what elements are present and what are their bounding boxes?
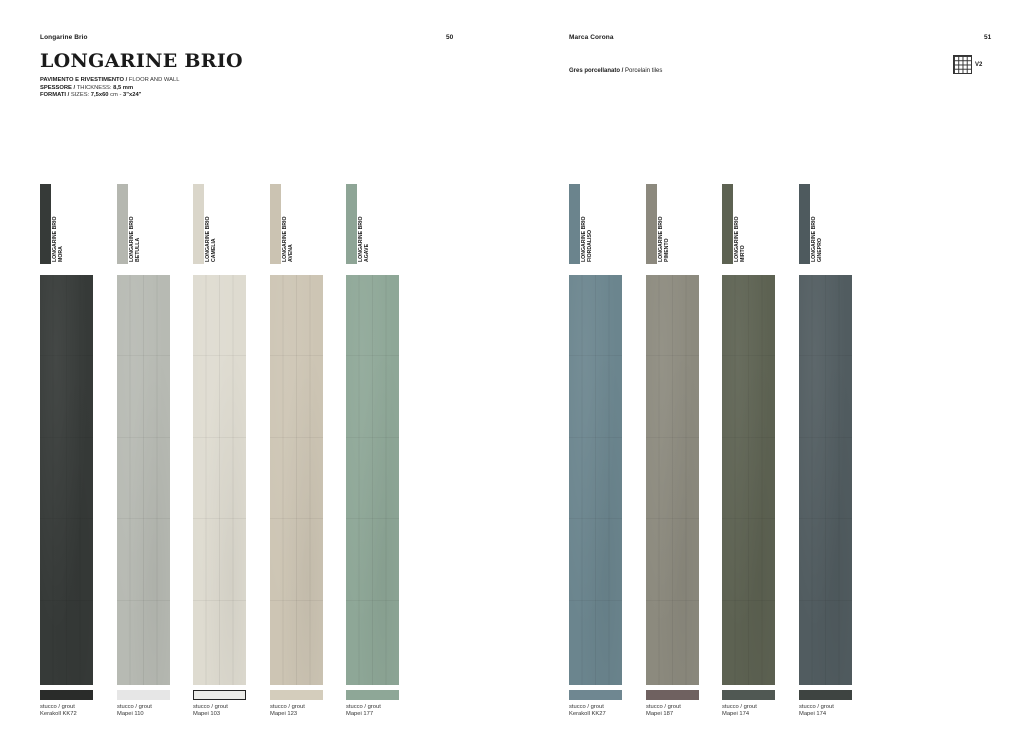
tile-color-name: MORA bbox=[58, 246, 64, 262]
color-strip bbox=[569, 184, 580, 264]
material-subtitle bbox=[569, 68, 662, 74]
tile-color-name: FIORDALISO bbox=[587, 230, 593, 262]
grout-label: stucco / grout bbox=[117, 704, 152, 710]
grout-swatch bbox=[346, 690, 399, 700]
grout-swatch bbox=[722, 690, 775, 700]
tile-swatch bbox=[117, 275, 170, 685]
tile-swatch bbox=[346, 275, 399, 685]
grout-caption bbox=[799, 704, 834, 718]
tile-collection: LONGARINE BRIO bbox=[658, 216, 664, 262]
grout-name: Mapei 187 bbox=[646, 711, 674, 717]
grout-name: Kerakoll KK27 bbox=[569, 711, 606, 717]
grout-caption bbox=[569, 704, 606, 718]
grout-swatch bbox=[117, 690, 170, 700]
grout-caption bbox=[193, 704, 228, 718]
spec-label: FORMATI / bbox=[40, 92, 71, 98]
grout-name: Kerakoll KK72 bbox=[40, 711, 77, 717]
grout-swatch bbox=[646, 690, 699, 700]
grout-swatch bbox=[193, 690, 246, 700]
spec-value: FLOOR AND WALL bbox=[128, 77, 180, 83]
spec-size-imperial: 3"x24" bbox=[123, 92, 142, 98]
color-strip bbox=[346, 184, 357, 264]
tile-collection: LONGARINE BRIO bbox=[205, 216, 211, 262]
color-strip bbox=[799, 184, 810, 264]
tile-label bbox=[117, 184, 157, 264]
tile-collection: LONGARINE BRIO bbox=[52, 216, 58, 262]
tile-label bbox=[722, 184, 762, 264]
tile-swatch bbox=[193, 275, 246, 685]
page-number-left: 50 bbox=[446, 34, 454, 41]
tile-label bbox=[569, 184, 609, 264]
page-number-right: 51 bbox=[984, 34, 992, 41]
grout-name: Mapei 110 bbox=[117, 711, 144, 717]
tile-collection: LONGARINE BRIO bbox=[358, 216, 364, 262]
material-label: Gres porcellanato / bbox=[569, 68, 626, 74]
material-value: Porcelain tiles bbox=[625, 68, 663, 74]
spec-value: THICKNESS: bbox=[76, 84, 114, 91]
color-strip bbox=[193, 184, 204, 264]
grout-swatch bbox=[799, 690, 852, 700]
tile-name bbox=[658, 182, 670, 262]
grout-swatch bbox=[270, 690, 323, 700]
tile-name bbox=[358, 182, 370, 262]
spec-size-metric: 7,5x60 bbox=[90, 92, 109, 98]
grout-name: Mapei 103 bbox=[193, 711, 221, 717]
spec-unit: cm - bbox=[108, 92, 124, 98]
spec-value: SIZES: bbox=[70, 92, 91, 98]
tile-collection: LONGARINE BRIO bbox=[282, 216, 288, 262]
tile-color-name: AVENA bbox=[288, 244, 294, 262]
grout-name: Mapei 174 bbox=[799, 711, 827, 717]
tile-name bbox=[129, 182, 141, 262]
grout-label: stucco / grout bbox=[270, 704, 305, 710]
tile-name bbox=[581, 182, 593, 262]
tile-label bbox=[193, 184, 233, 264]
tile-color-name: GINEPRO bbox=[817, 238, 823, 262]
color-strip bbox=[270, 184, 281, 264]
tile-collection: LONGARINE BRIO bbox=[734, 216, 740, 262]
grout-label: stucco / grout bbox=[569, 704, 604, 710]
grout-name: Mapei 123 bbox=[270, 711, 298, 717]
grout-label: stucco / grout bbox=[40, 704, 75, 710]
grout-caption bbox=[40, 704, 77, 718]
color-strip bbox=[40, 184, 51, 264]
grout-name: Mapei 177 bbox=[346, 711, 374, 717]
spec-floor-wall bbox=[40, 77, 179, 84]
v2-badge bbox=[953, 55, 982, 74]
tile-color-name: CAMELIA bbox=[211, 238, 217, 262]
grid-pattern-icon bbox=[953, 55, 972, 74]
running-head-left: Longarine Brio bbox=[40, 34, 88, 41]
tile-swatch bbox=[40, 275, 93, 685]
tile-label bbox=[270, 184, 310, 264]
grout-label: stucco / grout bbox=[799, 704, 834, 710]
spec-sizes bbox=[40, 92, 141, 99]
tile-label bbox=[346, 184, 386, 264]
tile-name bbox=[205, 182, 217, 262]
spec-label: PAVIMENTO E RIVESTIMENTO / bbox=[40, 77, 129, 83]
grout-swatch bbox=[569, 690, 622, 700]
grout-name: Mapei 174 bbox=[722, 711, 750, 717]
spec-label: SPESSORE / bbox=[40, 84, 77, 91]
tile-label bbox=[40, 184, 80, 264]
tile-color-name: MIRTO bbox=[740, 245, 746, 262]
color-strip bbox=[646, 184, 657, 264]
tile-collection: LONGARINE BRIO bbox=[129, 216, 135, 262]
tile-name bbox=[734, 182, 746, 262]
tile-swatch bbox=[270, 275, 323, 685]
tile-swatch bbox=[799, 275, 852, 685]
v2-label: V2 bbox=[975, 61, 983, 68]
grout-label: stucco / grout bbox=[193, 704, 228, 710]
grout-label: stucco / grout bbox=[346, 704, 381, 710]
tile-collection: LONGARINE BRIO bbox=[811, 216, 817, 262]
tile-color-name: PIMENTO bbox=[664, 238, 670, 262]
tile-name bbox=[52, 182, 64, 262]
grout-caption bbox=[117, 704, 152, 718]
tile-swatch bbox=[569, 275, 622, 685]
tile-collection: LONGARINE BRIO bbox=[581, 216, 587, 262]
tile-swatch bbox=[646, 275, 699, 685]
grout-caption bbox=[646, 704, 681, 718]
spec-thickness-value: 8,5 mm bbox=[113, 84, 134, 91]
grout-label: stucco / grout bbox=[722, 704, 757, 710]
tile-swatch bbox=[722, 275, 775, 685]
tile-label bbox=[799, 184, 839, 264]
grout-caption bbox=[722, 704, 757, 718]
grout-swatch bbox=[40, 690, 93, 700]
tile-color-name: AGAVE bbox=[364, 243, 370, 262]
tile-name bbox=[811, 182, 823, 262]
tile-label bbox=[646, 184, 686, 264]
tile-color-name: BETULLA bbox=[135, 237, 141, 262]
tile-name bbox=[282, 182, 294, 262]
color-strip bbox=[722, 184, 733, 264]
grout-label: stucco / grout bbox=[646, 704, 681, 710]
grout-caption bbox=[270, 704, 305, 718]
product-title: LONGARINE BRIO bbox=[40, 50, 243, 72]
running-head-right: Marca Corona bbox=[569, 34, 614, 41]
grout-caption bbox=[346, 704, 381, 718]
color-strip bbox=[117, 184, 128, 264]
spec-thickness bbox=[40, 85, 133, 92]
